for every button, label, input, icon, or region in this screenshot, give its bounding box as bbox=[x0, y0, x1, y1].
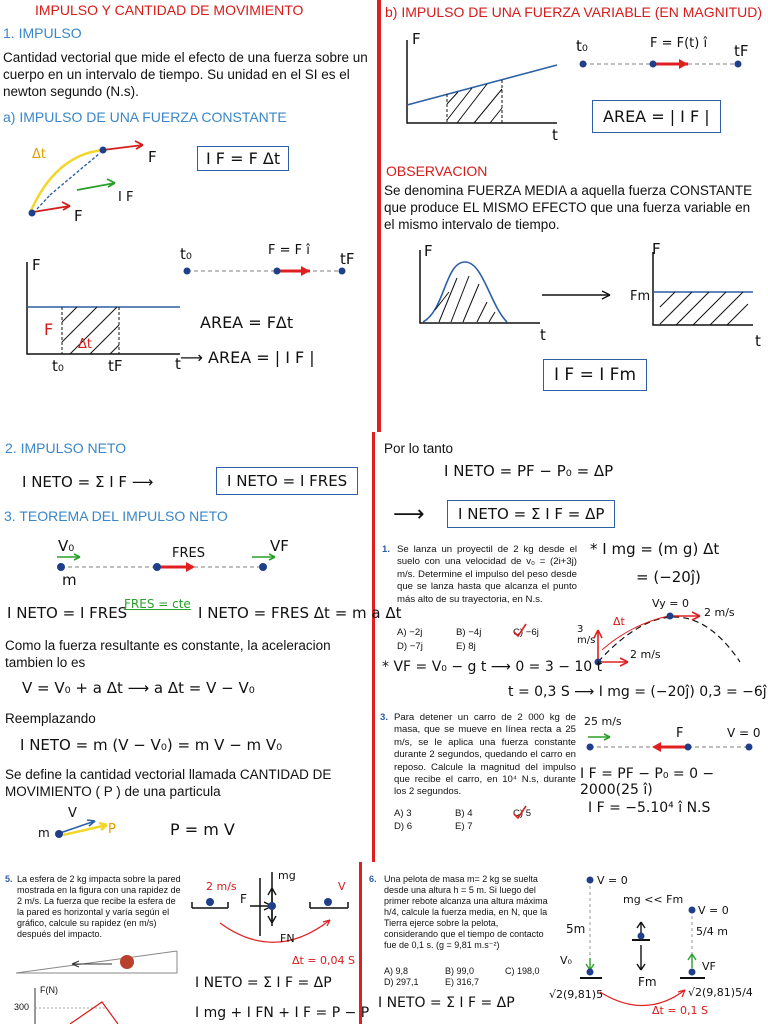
problem-1-v4: 2 m/s bbox=[630, 648, 661, 661]
problem-5-wall bbox=[12, 947, 182, 977]
problem-3-number: 3. bbox=[380, 712, 389, 723]
problem-6-number: 6. bbox=[369, 874, 377, 884]
problem-6-option-a: A) 9,8 bbox=[384, 966, 409, 976]
constant-force-line bbox=[182, 262, 352, 282]
problem-5-v: V bbox=[338, 880, 346, 893]
problem-6-h1: I NETO = Σ I F = ΔP bbox=[378, 995, 515, 1011]
problem-5-mg: mg bbox=[278, 869, 296, 882]
graph-t0: t₀ bbox=[52, 357, 64, 375]
var-line-tf: tF bbox=[734, 42, 749, 60]
problem-5-v1: 2 m/s bbox=[206, 880, 237, 893]
line-t0: t₀ bbox=[180, 245, 192, 263]
mean-graph-f: F bbox=[652, 240, 661, 258]
impulse-label: I F bbox=[118, 190, 134, 205]
bell-force-graph bbox=[415, 250, 545, 330]
problem-3-text: Para detener un carro de 2 000 kg de masa, que se mueve en línea recta a 25 m/s, se le aplica una fuerza constante durante 2 segundos, quedando el carro en reposo. Calcule la magnitud del impulso que recibe el carro, en 10⁴ N.s, durante los 2 segundos. bbox=[394, 712, 576, 798]
section-1-title: 1. IMPULSO bbox=[3, 25, 82, 41]
problem-6-r2: √2(9,81)5/4 bbox=[688, 986, 753, 999]
mean-impulse-box: I F = I Fm bbox=[543, 359, 647, 391]
var-line-force: F = F(t) î bbox=[650, 36, 708, 51]
variable-force-line bbox=[578, 55, 748, 75]
dt-label: Δt bbox=[32, 147, 46, 162]
problem-3-option-c: C) 5 bbox=[513, 808, 532, 819]
problem-3-f: F bbox=[676, 726, 684, 741]
problem-5-graph-300: 300 bbox=[14, 1002, 30, 1012]
problem-5-dt: Δt = 0,04 S bbox=[292, 954, 356, 967]
graph-f-red: F bbox=[44, 320, 54, 339]
graph-t: t bbox=[175, 355, 181, 373]
theorem-formula-1b: I NETO = FRES Δt = m a Δt bbox=[198, 604, 402, 622]
section-2-title: 2. IMPULSO NETO bbox=[5, 440, 127, 456]
graph-f-axis: F bbox=[32, 256, 41, 274]
theorem-vf: VF bbox=[270, 537, 289, 555]
problem-5-f: F bbox=[240, 892, 247, 906]
force-label-bottom: F bbox=[74, 207, 83, 225]
momentum-m: m bbox=[38, 826, 50, 840]
problem-6-cond: mg << Fm bbox=[623, 893, 684, 906]
line-force: F = F î bbox=[268, 243, 310, 258]
problem-1-v2: 2 m/s bbox=[704, 606, 735, 619]
por-lo-tanto: Por lo tanto bbox=[384, 441, 454, 456]
problem-1-text: Se lanza un proyectil de 2 kg desde el suelo con una velocidad de v₀ = (2i+3j) m/s. Determine el impulso del peso desde que se lanza hasta que alcanza el punto más alto de su trayectoria, en N.s. bbox=[397, 544, 577, 605]
problem-1-option-e: E) 8j bbox=[456, 641, 476, 652]
theorem-m: m bbox=[62, 571, 77, 589]
divider-vertical-bottom bbox=[359, 862, 362, 1024]
problem-1-vy: Vy = 0 bbox=[652, 597, 689, 610]
problem-1-h4: t = 0,3 S ⟶ I mg = (−20ĵ) 0,3 = −6ĵ bbox=[508, 684, 767, 700]
var-graph-f: F bbox=[412, 30, 421, 48]
bell-graph-f: F bbox=[424, 242, 433, 260]
line-tf: tF bbox=[340, 250, 355, 268]
problem-3-v0: V = 0 bbox=[727, 726, 761, 740]
problem-1-dt: Δt bbox=[613, 615, 625, 628]
theorem-formula-3: I NETO = m (V − V₀) = m V − m V₀ bbox=[20, 736, 283, 754]
section-1b-title: b) IMPULSO DE UNA FUERZA VARIABLE (EN MAGNITUD) bbox=[385, 4, 763, 20]
problem-5-text: La esfera de 2 kg impacta sobre la pared mostrada en la figura con una rapidez de 2 m/s. La fuerza que recibe la esfera de la pared es horizontal y varía según el gráfico, calcule su rapidez (en m/s) después del impacto. bbox=[17, 874, 181, 939]
bell-graph-t: t bbox=[540, 326, 546, 344]
constant-impulse-formula-box: I F = F Δt bbox=[197, 146, 289, 171]
problem-1-h1: * I mg = (m g) Δt bbox=[590, 540, 720, 558]
problem-5-fn: FN bbox=[280, 932, 295, 945]
problem-1-option-c: C) −6j bbox=[513, 627, 539, 638]
variable-force-graph bbox=[402, 40, 562, 130]
force-label-top: F bbox=[148, 148, 157, 166]
problem-1-option-b: B) −4j bbox=[456, 627, 482, 638]
area-formula-2: ⟶ AREA = | I F | bbox=[180, 348, 315, 367]
graph-tf: tF bbox=[108, 357, 123, 375]
problem-5-number: 5. bbox=[5, 874, 13, 884]
problem-3-v1: 25 m/s bbox=[584, 715, 622, 728]
section-3-title: 3. TEOREMA DEL IMPULSO NETO bbox=[4, 508, 228, 524]
mean-graph-fm: Fm bbox=[630, 289, 651, 304]
problem-3-option-b: B) 4 bbox=[455, 808, 473, 819]
constant-force-graph bbox=[22, 262, 182, 362]
theorem-v0: V₀ bbox=[58, 537, 75, 555]
impulse-theorem-line bbox=[55, 545, 275, 580]
problem-6-fm: Fm bbox=[638, 975, 657, 989]
theorem-text-1: Como la fuerza resultante es constante, la aceleracion tambien lo es bbox=[5, 638, 331, 670]
section-2-formula: I NETO = Σ I F ⟶ bbox=[22, 473, 154, 491]
theorem-fres: FRES bbox=[172, 546, 205, 561]
net-impulse-box: I NETO = Σ I F = ΔP bbox=[447, 500, 615, 528]
mean-force-graph bbox=[648, 252, 758, 332]
net-impulse-formula: I NETO = PF − P₀ = ΔP bbox=[444, 462, 614, 480]
problem-1-option-a: A) −2j bbox=[397, 627, 423, 638]
problem-6-dt: Δt = 0,1 S bbox=[652, 1004, 709, 1017]
theorem-text-3: Se define la cantidad vectorial llamada CANTIDAD DE MOVIMIENTO ( P ) de una particula bbox=[5, 767, 332, 799]
variable-area-box: AREA = | I F | bbox=[592, 100, 721, 133]
problem-1-h3: * VF = V₀ − g t ⟶ 0 = 3 − 10 t bbox=[382, 659, 603, 675]
problem-6-text: Una pelota de masa m= 2 kg se suelta desde una altura h = 5 m. Si luego del primer rebote alcanza una altura máxima h/4, calcule la fuerza media, en N, que la Tierra ejerce sobre la pelota, considerando que el tiempo de contacto fue de 0,1 s. (g = 9,81 m.s⁻²) bbox=[384, 874, 548, 950]
net-impulse-arrow: ⟶ bbox=[393, 502, 425, 527]
momentum-formula: P = m V bbox=[170, 820, 235, 839]
problem-6-r1: √2(9,81)5 bbox=[549, 988, 604, 1001]
problem-3-h2: I F = −5.10⁴ î N.S bbox=[588, 800, 711, 816]
observation-title: OBSERVACION bbox=[386, 163, 488, 179]
problem-3-h1: I F = PF − P₀ = 0 − 2000(25 î) bbox=[580, 766, 715, 798]
problem-3-check-mark bbox=[512, 804, 528, 820]
problem-3-option-e: E) 7 bbox=[455, 821, 473, 832]
problem-1-check-mark bbox=[512, 622, 528, 638]
problem-6-h4: 5/4 m bbox=[696, 925, 728, 938]
area-formula-1: AREA = FΔt bbox=[200, 313, 294, 332]
problem-1-option-d: D) −7j bbox=[397, 641, 423, 652]
momentum-diagram bbox=[45, 805, 145, 845]
theorem-formula-1: I NETO = I FRES bbox=[7, 604, 128, 622]
problem-3-option-d: D) 6 bbox=[394, 821, 413, 832]
problem-3-option-a: A) 3 bbox=[394, 808, 412, 819]
theorem-formula-2: V = V₀ + a Δt ⟶ a Δt = V − V₀ bbox=[22, 679, 255, 697]
problem-6-v0: V = 0 bbox=[597, 874, 628, 887]
section-2-box: I NETO = I FRES bbox=[216, 467, 358, 495]
observation-arrow bbox=[540, 289, 615, 301]
problem-6-vo: V₀ bbox=[560, 954, 572, 967]
page-title: IMPULSO Y CANTIDAD DE MOVIMIENTO bbox=[35, 2, 304, 18]
theorem-formula-green: FRES = cte bbox=[124, 597, 191, 611]
section-1a-title: a) IMPULSO DE UNA FUERZA CONSTANTE bbox=[3, 109, 287, 125]
problem-5-h2: I mg + I FN + I F = P − P bbox=[195, 1005, 370, 1021]
momentum-v: V bbox=[68, 806, 77, 821]
var-graph-t: t bbox=[552, 126, 558, 144]
problem-6-option-c: C) 198,0 bbox=[505, 966, 540, 976]
problem-6-option-e: E) 316,7 bbox=[445, 977, 480, 987]
mean-graph-t: t bbox=[755, 332, 761, 350]
problem-6-h: 5m bbox=[566, 922, 586, 936]
divider-vertical-top bbox=[377, 0, 381, 432]
problem-6-option-b: B) 99,0 bbox=[445, 966, 475, 976]
problem-6-vf: VF bbox=[702, 960, 716, 973]
var-line-t0: t₀ bbox=[576, 37, 588, 55]
graph-dt: Δt bbox=[78, 337, 92, 352]
theorem-text-2: Reemplazando bbox=[5, 711, 96, 726]
problem-1-h2: = (−20ĵ) bbox=[636, 568, 701, 586]
section-1-text: Cantidad vectorial que mide el efecto de una fuerza sobre un cuerpo en un intervalo de tiempo. Su unidad en el SI es el newton segundo (N.s). bbox=[3, 50, 368, 99]
problem-1-v3: 3 m/s bbox=[577, 624, 596, 646]
problem-5-h1: I NETO = Σ I F = ΔP bbox=[195, 975, 332, 991]
problem-1-number: 1. bbox=[382, 544, 391, 555]
observation-text: Se denomina FUERZA MEDIA a aquella fuerza CONSTANTE que produce EL MISMO EFECTO que una fuerza variable en el mismo intervalo de tiempo. bbox=[384, 183, 753, 232]
divider-vertical-mid bbox=[372, 432, 375, 862]
problem-5-graph-f: F(N) bbox=[40, 985, 58, 995]
problem-6-v0b: V = 0 bbox=[698, 904, 729, 917]
problem-6-option-d: D) 297,1 bbox=[384, 977, 419, 987]
momentum-p: P bbox=[108, 822, 116, 837]
